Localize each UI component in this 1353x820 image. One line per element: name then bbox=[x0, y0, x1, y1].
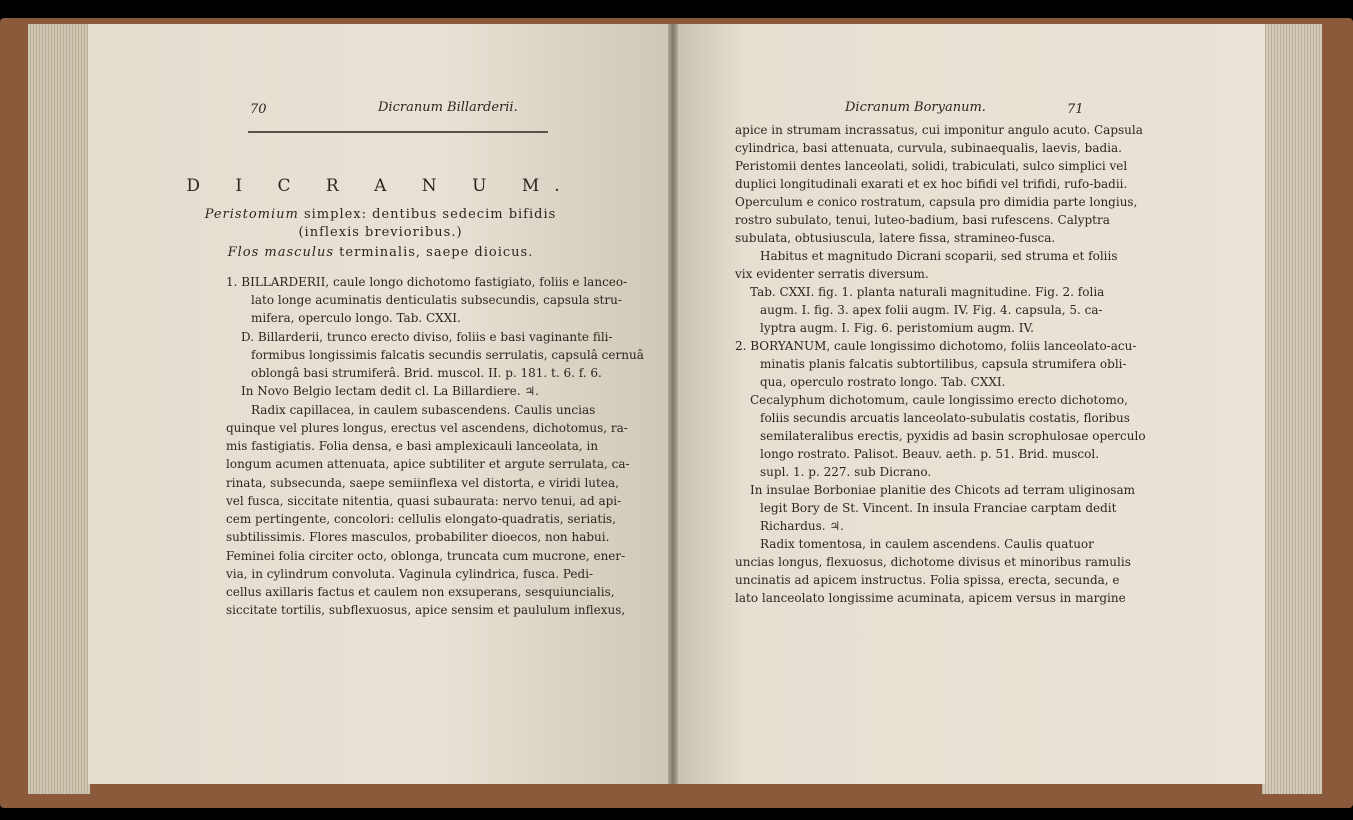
text-line: rostro subulato, tenui, luteo-badium, basi rufescens. Calyptra bbox=[735, 213, 1110, 227]
text-line: Richardus. ♃. bbox=[760, 519, 844, 533]
text-line: Feminei folia circiter octo, oblonga, truncata cum mucrone, ener- bbox=[226, 549, 626, 563]
text-line: uncias longus, flexuosus, dichotome divisus et minoribus ramulis bbox=[735, 555, 1131, 569]
text-line: longum acumen attenuata, apice subtiliter et argute serrulata, ca- bbox=[226, 457, 630, 471]
text-line: rinata, subsecunda, saepe semiinflexa vel distorta, e viridi lutea, bbox=[226, 476, 619, 490]
right-page bbox=[675, 24, 1265, 784]
text-line: In Novo Belgio lectam dedit cl. La Billardiere. ♃. bbox=[241, 384, 539, 398]
text-line: 2. BORYANUM, caule longissimo dichotomo, foliis lanceolato-acu- bbox=[735, 339, 1137, 353]
left-page bbox=[88, 24, 673, 784]
text-line: cem pertingente, concolori: cellulis elongato-quadratis, seriatis, bbox=[226, 512, 617, 526]
text-line: siccitate tortilis, subflexuosus, apice sensim et paululum inflexus, bbox=[226, 603, 626, 617]
page-number: 71 bbox=[1067, 102, 1084, 117]
text-line: qua, operculo rostrato longo. Tab. CXXI. bbox=[760, 375, 1006, 389]
header-rule bbox=[248, 131, 548, 133]
text-line: lyptra augm. I. Fig. 6. peristomium augm. IV. bbox=[760, 321, 1034, 335]
text-line: apice in strumam incrassatus, cui imponitur angulo acuto. Capsula bbox=[735, 123, 1143, 137]
running-head: Dicranum Billarderii. bbox=[378, 100, 518, 115]
text-line: cylindrica, basi attenuata, curvula, subinaequalis, laevis, badia. bbox=[735, 141, 1122, 155]
text-line: via, in cylindrum convoluta. Vaginula cylindrica, fusca. Pedi- bbox=[226, 567, 594, 581]
text-line: cellus axillaris factus et caulem non exsuperans, sesquiuncialis, bbox=[226, 585, 615, 599]
text-line: subulata, obtusiuscula, latere fissa, stramineo-fusca. bbox=[735, 231, 1056, 245]
text-line: uncinatis ad apicem instructus. Folia spissa, erecta, secunda, e bbox=[735, 573, 1120, 587]
text-line: longo rostrato. Palisot. Beauv. aeth. p. 51. Brid. muscol. bbox=[760, 447, 1100, 461]
text-line: legit Bory de St. Vincent. In insula Franciae carptam dedit bbox=[760, 501, 1117, 515]
text-line: supl. 1. p. 227. sub Dicrano. bbox=[760, 465, 932, 479]
text-line: Peristomii dentes lanceolati, solidi, trabiculati, sulco simplici vel bbox=[735, 159, 1128, 173]
diagnosis-line: Peristomium simplex: dentibus sedecim bifidis bbox=[204, 207, 557, 222]
running-head: Dicranum Boryanum. bbox=[845, 100, 986, 115]
text-line: vel fusca, siccitate nitentia, quasi subaurata: nervo tenui, ad api- bbox=[226, 494, 622, 508]
text-line: mifera, operculo longo. Tab. CXXI. bbox=[251, 311, 461, 325]
text-line: formibus longissimis falcatis secundis serrulatis, capsulâ cernuâ bbox=[251, 348, 644, 362]
page-edges-left bbox=[28, 24, 90, 794]
text-line: Radix capillacea, in caulem subascendens. Caulis uncias bbox=[251, 403, 596, 417]
text-line: augm. I. fig. 3. apex folii augm. IV. Fig. 4. capsula, 5. ca- bbox=[760, 303, 1103, 317]
text-line: subtilissimis. Flores masculos, probabiliter dioecos, non habui. bbox=[226, 530, 610, 544]
book-gutter bbox=[668, 24, 678, 784]
text-line: 1. BILLARDERII, caule longo dichotomo fastigiato, foliis e lanceo- bbox=[226, 275, 628, 289]
text-line: Radix tomentosa, in caulem ascendens. Caulis quatuor bbox=[760, 537, 1094, 551]
text-line: quinque vel plures longus, erectus vel ascendens, dichotomus, ra- bbox=[226, 421, 628, 435]
text-line: D. Billarderii, trunco erecto diviso, foliis e basi vaginante fili- bbox=[241, 330, 613, 344]
text-line: Habitus et magnitudo Dicrani scoparii, sed struma et foliis bbox=[760, 249, 1118, 263]
text-line: Tab. CXXI. fig. 1. planta naturali magnitudine. Fig. 2. folia bbox=[750, 285, 1105, 299]
text-line: foliis secundis arcuatis lanceolato-subulatis costatis, floribus bbox=[760, 411, 1130, 425]
text-line: mis fastigiatis. Folia densa, e basi amplexicauli lanceolata, in bbox=[226, 439, 599, 453]
text-line: vix evidenter serratis diversum. bbox=[735, 267, 929, 281]
text-line: In insulae Borboniae planitie des Chicots ad terram uliginosam bbox=[750, 483, 1135, 497]
page-edges-right bbox=[1262, 24, 1322, 794]
text-line: Cecalyphum dichotomum, caule longissimo erecto dichotomo, bbox=[750, 393, 1128, 407]
text-line: Operculum e conico rostratum, capsula pro dimidia parte longius, bbox=[735, 195, 1138, 209]
text-line: semilateralibus erectis, pyxidis ad basin scrophulosae operculo bbox=[760, 429, 1146, 443]
text-line: oblongâ basi strumiferâ. Brid. muscol. II. p. 181. t. 6. f. 6. bbox=[251, 366, 602, 380]
page-number: 70 bbox=[250, 102, 267, 117]
diagnosis-line: (inflexis brevioribus.) bbox=[298, 225, 463, 240]
diagnosis-line: Flos masculus terminalis, saepe dioicus. bbox=[227, 245, 534, 260]
text-line: lato longe acuminatis denticulatis subsecundis, capsula stru- bbox=[251, 293, 622, 307]
genus-title: D I C R A N U M. bbox=[186, 176, 575, 196]
text-line: duplici longitudinali exarati et ex hoc bifidi vel trifidi, rufo-badii. bbox=[735, 177, 1128, 191]
text-line: minatis planis falcatis subtortilibus, capsula strumifera obli- bbox=[760, 357, 1127, 371]
text-line: lato lanceolato longissime acuminata, apicem versus in margine bbox=[735, 591, 1126, 605]
